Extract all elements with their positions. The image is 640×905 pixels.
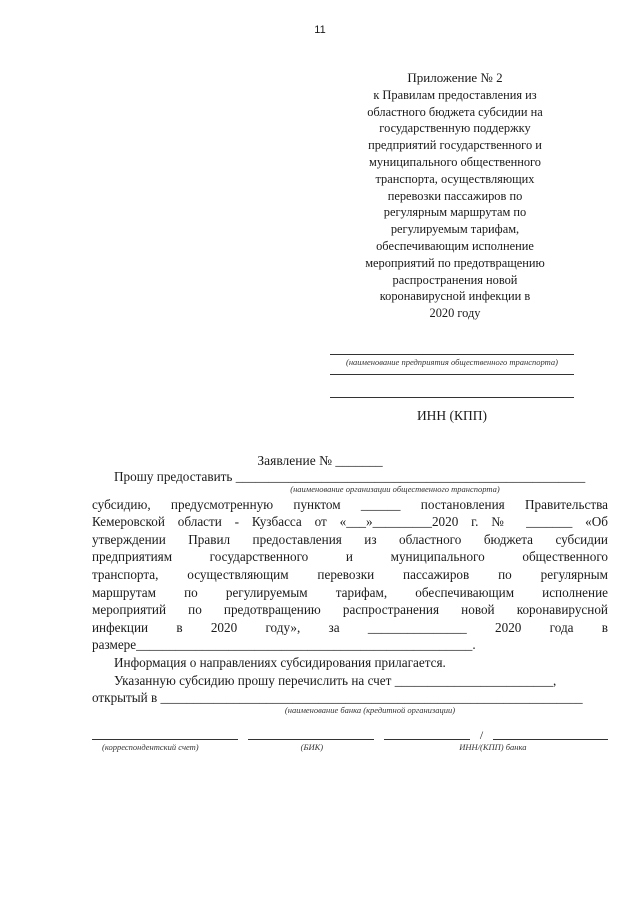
appendix-line: коронавирусной инфекции в [379, 289, 531, 304]
bank-kpp-field[interactable] [493, 729, 608, 740]
statement-body [92, 468, 608, 717]
paragraph-line: предприятиям государственного и муниципального общественного [92, 549, 608, 565]
correspondent-account-caption: (корреспондентский счет) [102, 742, 199, 752]
slash: / [479, 728, 484, 742]
info-line: Информация о направлениях субсидирования прилагается. [114, 654, 446, 670]
page-number: 11 [314, 24, 326, 36]
org-caption: (наименование организации общественного транспорта) [290, 483, 500, 494]
account-line[interactable]: Указанную субсидию прошу перечислить на счет ________________________, [114, 672, 557, 688]
appendix-line: мероприятий по предотвращению [365, 255, 545, 270]
appendix-title: Приложение № 2 [407, 70, 503, 85]
appendix-line: распространения новой [392, 272, 518, 287]
amount-line[interactable]: размере___________________________________________________. [92, 637, 476, 653]
paragraph-line: транспорта, осуществляющим перевозки пассажиров по регулярным [92, 566, 608, 582]
correspondent-account-field[interactable] [92, 729, 238, 740]
inn-kpp-label: ИНН (КПП) [416, 408, 488, 423]
enterprise-name-field[interactable] [330, 342, 574, 355]
paragraph-line: мероприятий по предотвращению распространения новой коронавирусной [92, 602, 608, 618]
paragraph-line: утверждении Правил предоставления из областного бюджета субсидии [92, 531, 608, 547]
statement-title: Заявление № _______ [257, 453, 383, 468]
appendix-line: к Правилам предоставления из [373, 87, 537, 102]
appendix-line: предприятий государственного и [368, 138, 542, 153]
appendix-header [355, 70, 555, 322]
appendix-line: областного бюджета субсидии на [367, 104, 543, 119]
bank-caption: (наименование банка (кредитной организации) [284, 704, 456, 715]
bank-inn-caption: ИНН/(КПП) банка [459, 742, 527, 752]
appendix-line: муниципального общественного [369, 154, 541, 169]
paragraph-line: Кемеровской области - Кузбасса от «___»_________2020 г. № _______ «Об [92, 514, 608, 530]
appendix-line: обеспечивающим исполнение [376, 238, 534, 253]
bik-field[interactable] [248, 729, 374, 740]
appendix-line: государственную поддержку [379, 121, 531, 136]
appendix-line: регулярным маршрутам по [383, 205, 527, 220]
appendix-line: перевозки пассажиров по [387, 188, 523, 203]
recipient-block [330, 342, 574, 424]
appendix-line: транспорта, осуществляющих [375, 171, 535, 186]
bik-caption: (БИК) [300, 742, 324, 752]
paragraph-line: субсидию, предусмотренную пунктом ______ постановления Правительства [92, 496, 608, 512]
bank-inn-field[interactable] [384, 729, 470, 740]
paragraph-line: инфекции в 2020 году», за _______________ 2020 года в [92, 619, 608, 635]
appendix-line: регулируемым тарифам, [390, 222, 520, 237]
opened-at-line[interactable]: открытый в ________________________________________________________________ [92, 690, 583, 706]
enterprise-name-caption: (наименование предприятия общественного транспорта) [345, 357, 559, 367]
bank-details [92, 729, 608, 752]
inn-kpp-field[interactable] [330, 375, 574, 398]
paragraph-line: маршрутам по регулируемым тарифам, обеспечивающим исполнение [92, 584, 608, 600]
enterprise-name-field-2[interactable] [330, 368, 574, 375]
appendix-line: 2020 году [429, 306, 481, 321]
request-line[interactable]: Прошу предоставить _____________________________________________________ [114, 469, 586, 484]
